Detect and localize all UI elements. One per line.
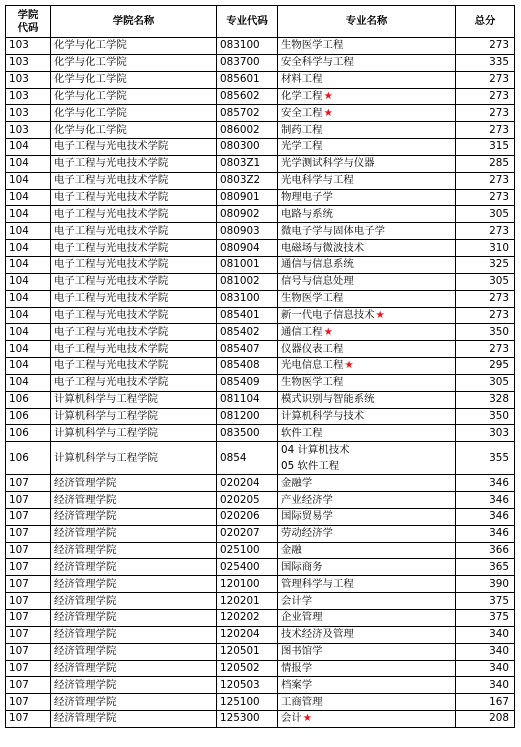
school-name-cell: 电子工程与光电技术学院 (51, 223, 217, 240)
major-code-cell: 120204 (217, 626, 278, 643)
school-name-cell: 化学与化工学院 (51, 54, 217, 71)
table-row (6, 391, 515, 408)
major-name-cell (278, 542, 456, 559)
major-name-line: 金融学 (281, 476, 313, 489)
major-name-line: 国际商务 (281, 560, 323, 573)
school-name-cell: 经济管理学院 (51, 610, 217, 627)
table-row (6, 341, 515, 358)
total-score-cell: 346 (456, 508, 515, 525)
school-name-cell: 电子工程与光电技术学院 (51, 240, 217, 257)
major-code-cell: 080902 (217, 206, 278, 223)
school-code-cell: 107 (6, 643, 51, 660)
total-score-cell: 328 (456, 391, 515, 408)
table-row (6, 694, 515, 711)
school-code-cell: 106 (6, 442, 51, 475)
major-name-cell (278, 256, 456, 273)
table-row (6, 542, 515, 559)
major-code-cell: 125100 (217, 694, 278, 711)
major-name-line: 情报学 (281, 661, 313, 674)
table-row (6, 525, 515, 542)
table-row (6, 223, 515, 240)
header-total: 总分 (456, 6, 515, 38)
major-name-line: 05 软件工程 (281, 460, 340, 473)
school-code-cell: 107 (6, 694, 51, 711)
table-row (6, 677, 515, 694)
total-score-cell: 303 (456, 425, 515, 442)
major-name-cell (278, 206, 456, 223)
major-name-line: 产业经济学 (281, 493, 333, 506)
total-score-cell: 305 (456, 206, 515, 223)
school-name-cell: 化学与化工学院 (51, 38, 217, 55)
table-row (6, 358, 515, 375)
major-name-line: 通信与信息系统 (281, 258, 354, 271)
school-code-cell: 104 (6, 240, 51, 257)
school-code-cell: 107 (6, 508, 51, 525)
major-name-cell (278, 71, 456, 88)
total-score-cell: 285 (456, 155, 515, 172)
table-body (6, 38, 515, 728)
major-name-cell (278, 508, 456, 525)
major-name-cell (278, 155, 456, 172)
header-major-code: 专业代码 (217, 6, 278, 38)
major-name-cell (278, 559, 456, 576)
major-name-cell (278, 139, 456, 156)
school-code-cell: 104 (6, 307, 51, 324)
major-code-cell: 083500 (217, 425, 278, 442)
school-name-cell: 经济管理学院 (51, 626, 217, 643)
header-school-name: 学院名称 (51, 6, 217, 38)
table-row (6, 307, 515, 324)
school-name-cell: 化学与化工学院 (51, 88, 217, 105)
school-name-cell: 经济管理学院 (51, 492, 217, 509)
total-score-cell: 335 (456, 54, 515, 71)
table-row (6, 240, 515, 257)
star-icon: ★ (375, 308, 385, 321)
major-code-cell: 083100 (217, 290, 278, 307)
major-name-cell (278, 610, 456, 627)
school-code-cell: 104 (6, 324, 51, 341)
major-code-cell: 085409 (217, 374, 278, 391)
total-score-cell: 346 (456, 525, 515, 542)
school-name-cell: 化学与化工学院 (51, 122, 217, 139)
school-code-cell: 103 (6, 88, 51, 105)
total-score-cell: 346 (456, 475, 515, 492)
school-code-cell: 104 (6, 155, 51, 172)
major-name-line: 图书馆学 (281, 645, 323, 658)
major-name-cell (278, 711, 456, 728)
major-name-line: 计算机科学与技术 (281, 409, 365, 422)
school-code-cell: 104 (6, 358, 51, 375)
major-code-cell: 080904 (217, 240, 278, 257)
total-score-cell: 375 (456, 610, 515, 627)
major-name-cell (278, 408, 456, 425)
total-score-cell: 340 (456, 626, 515, 643)
major-code-cell: 080903 (217, 223, 278, 240)
total-score-cell: 295 (456, 358, 515, 375)
table-row (6, 189, 515, 206)
total-score-cell: 365 (456, 559, 515, 576)
star-icon: ★ (323, 106, 333, 119)
major-name-cell (278, 105, 456, 122)
table-row (6, 610, 515, 627)
table-row (6, 38, 515, 55)
major-name-cell (278, 677, 456, 694)
table-row (6, 660, 515, 677)
major-code-cell: 085702 (217, 105, 278, 122)
major-code-cell: 125300 (217, 711, 278, 728)
major-name-cell (278, 475, 456, 492)
total-score-cell: 273 (456, 71, 515, 88)
major-name-cell (278, 341, 456, 358)
school-code-cell: 107 (6, 593, 51, 610)
major-name-line: 光学工程 (281, 140, 323, 153)
major-name-cell (278, 593, 456, 610)
table-row (6, 155, 515, 172)
major-code-cell: 085602 (217, 88, 278, 105)
major-name-cell (278, 525, 456, 542)
school-code-cell: 104 (6, 341, 51, 358)
major-name-line: 档案学 (281, 678, 313, 691)
major-code-cell: 025400 (217, 559, 278, 576)
major-code-cell: 081200 (217, 408, 278, 425)
major-code-cell: 120502 (217, 660, 278, 677)
table-row (6, 324, 515, 341)
major-name-cell (278, 189, 456, 206)
school-code-cell: 107 (6, 660, 51, 677)
total-score-cell: 315 (456, 139, 515, 156)
major-code-cell: 085601 (217, 71, 278, 88)
total-score-cell: 273 (456, 122, 515, 139)
school-code-cell: 103 (6, 105, 51, 122)
school-code-cell: 103 (6, 71, 51, 88)
major-name-cell (278, 626, 456, 643)
school-name-cell: 电子工程与光电技术学院 (51, 324, 217, 341)
major-name-cell (278, 38, 456, 55)
school-name-cell: 电子工程与光电技术学院 (51, 256, 217, 273)
table-row (6, 139, 515, 156)
major-name-line: 生物医学工程 (281, 39, 344, 52)
major-code-cell: 0854 (217, 442, 278, 475)
school-name-cell: 经济管理学院 (51, 643, 217, 660)
major-code-cell: 085407 (217, 341, 278, 358)
major-name-cell (278, 290, 456, 307)
table-row (6, 559, 515, 576)
school-code-cell: 107 (6, 610, 51, 627)
major-name-line: 04 计算机技术 (281, 444, 350, 457)
major-name-line: 制药工程 (281, 123, 323, 136)
major-code-cell: 120100 (217, 576, 278, 593)
total-score-cell: 355 (456, 442, 515, 475)
major-name-cell (278, 374, 456, 391)
school-name-cell: 化学与化工学院 (51, 105, 217, 122)
school-code-cell: 106 (6, 425, 51, 442)
school-name-cell: 电子工程与光电技术学院 (51, 307, 217, 324)
major-name-line: 材料工程 (281, 73, 323, 86)
school-name-cell: 计算机科学与工程学院 (51, 408, 217, 425)
major-name-line: 信号与信息处理 (281, 275, 354, 288)
major-code-cell: 0803Z2 (217, 172, 278, 189)
total-score-cell: 273 (456, 223, 515, 240)
total-score-cell: 208 (456, 711, 515, 728)
major-code-cell: 120202 (217, 610, 278, 627)
major-code-cell: 085401 (217, 307, 278, 324)
major-name-line: 仪器仪表工程 (281, 342, 344, 355)
school-code-cell: 107 (6, 711, 51, 728)
major-name-line: 技术经济及管理 (281, 628, 354, 641)
major-name-line: 生物医学工程 (281, 292, 344, 305)
table-row (6, 71, 515, 88)
major-name-line: 模式识别与智能系统 (281, 393, 375, 406)
school-code-cell: 107 (6, 542, 51, 559)
school-code-cell: 107 (6, 525, 51, 542)
school-name-cell: 计算机科学与工程学院 (51, 391, 217, 408)
star-icon: ★ (323, 89, 333, 102)
major-name-line: 管理科学与工程 (281, 577, 354, 590)
table-row (6, 54, 515, 71)
school-code-cell: 104 (6, 139, 51, 156)
table-row (6, 374, 515, 391)
major-name-cell (278, 172, 456, 189)
major-name-line: 新一代电子信息技术 (281, 308, 375, 321)
star-icon: ★ (302, 712, 313, 725)
major-name-line: 安全科学与工程 (281, 56, 354, 69)
star-icon: ★ (323, 325, 333, 338)
table-row (6, 105, 515, 122)
major-code-cell: 025100 (217, 542, 278, 559)
major-name-line: 电路与系统 (281, 207, 333, 220)
major-name-line: 金融 (281, 544, 302, 557)
school-name-cell: 经济管理学院 (51, 711, 217, 728)
total-score-cell: 273 (456, 88, 515, 105)
major-name-line: 物理电子学 (281, 191, 333, 204)
major-code-cell: 0803Z1 (217, 155, 278, 172)
major-name-cell (278, 425, 456, 442)
total-score-cell: 325 (456, 256, 515, 273)
major-code-cell: 085408 (217, 358, 278, 375)
school-name-cell: 经济管理学院 (51, 576, 217, 593)
major-name-line: 生物医学工程 (281, 376, 344, 389)
table-row (6, 643, 515, 660)
major-code-cell: 081104 (217, 391, 278, 408)
school-code-cell: 104 (6, 374, 51, 391)
school-name-cell: 经济管理学院 (51, 593, 217, 610)
table-row (6, 442, 515, 475)
major-name-cell (278, 223, 456, 240)
major-name-cell (278, 694, 456, 711)
total-score-cell: 273 (456, 172, 515, 189)
school-name-cell: 计算机科学与工程学院 (51, 425, 217, 442)
school-code-cell: 104 (6, 273, 51, 290)
school-code-cell: 103 (6, 122, 51, 139)
major-name-cell (278, 576, 456, 593)
major-code-cell: 080300 (217, 139, 278, 156)
school-code-cell: 104 (6, 290, 51, 307)
major-name-line: 劳动经济学 (281, 527, 333, 540)
major-code-cell: 086002 (217, 122, 278, 139)
school-code-cell: 107 (6, 626, 51, 643)
header-school-code: 学院代码 (6, 6, 51, 38)
major-code-cell: 081002 (217, 273, 278, 290)
major-name-cell (278, 660, 456, 677)
total-score-cell: 310 (456, 240, 515, 257)
major-name-cell (278, 240, 456, 257)
total-score-cell: 375 (456, 593, 515, 610)
table-row (6, 122, 515, 139)
school-code-cell: 107 (6, 475, 51, 492)
school-name-cell: 经济管理学院 (51, 525, 217, 542)
major-name-cell (278, 324, 456, 341)
major-code-cell: 020204 (217, 475, 278, 492)
table-row (6, 206, 515, 223)
major-code-cell: 080901 (217, 189, 278, 206)
table-row (6, 626, 515, 643)
school-name-cell: 经济管理学院 (51, 660, 217, 677)
total-score-cell: 390 (456, 576, 515, 593)
header-major-name: 专业名称 (278, 6, 456, 38)
total-score-cell: 305 (456, 273, 515, 290)
school-code-cell: 104 (6, 206, 51, 223)
school-name-cell: 电子工程与光电技术学院 (51, 206, 217, 223)
school-name-cell: 经济管理学院 (51, 559, 217, 576)
total-score-cell: 273 (456, 290, 515, 307)
table-row (6, 88, 515, 105)
major-name-cell (278, 391, 456, 408)
major-name-line: 光电信息工程 (281, 359, 344, 372)
school-name-cell: 计算机科学与工程学院 (51, 442, 217, 475)
school-name-cell: 经济管理学院 (51, 508, 217, 525)
total-score-cell: 273 (456, 38, 515, 55)
total-score-cell: 273 (456, 307, 515, 324)
school-code-cell: 104 (6, 256, 51, 273)
total-score-cell: 346 (456, 492, 515, 509)
header-row (6, 6, 515, 38)
major-code-cell: 020206 (217, 508, 278, 525)
total-score-cell: 273 (456, 341, 515, 358)
major-name-line: 电磁场与微波技术 (281, 241, 365, 254)
table-row (6, 593, 515, 610)
school-name-cell: 经济管理学院 (51, 677, 217, 694)
table-row (6, 408, 515, 425)
school-name-cell: 电子工程与光电技术学院 (51, 290, 217, 307)
major-name-line: 通信工程 (281, 325, 323, 338)
major-code-cell: 083700 (217, 54, 278, 71)
table-row (6, 711, 515, 728)
major-code-cell: 120501 (217, 643, 278, 660)
table-row (6, 290, 515, 307)
school-name-cell: 电子工程与光电技术学院 (51, 358, 217, 375)
total-score-cell: 273 (456, 105, 515, 122)
school-name-cell: 电子工程与光电技术学院 (51, 374, 217, 391)
school-code-cell: 107 (6, 492, 51, 509)
major-name-line: 化学工程 (281, 89, 323, 102)
major-name-line: 企业管理 (281, 611, 323, 624)
school-name-cell: 电子工程与光电技术学院 (51, 273, 217, 290)
major-name-line: 工商管理 (281, 695, 323, 708)
major-code-cell: 083100 (217, 38, 278, 55)
table-row (6, 172, 515, 189)
school-code-cell: 103 (6, 54, 51, 71)
major-name-cell (278, 307, 456, 324)
major-name-cell (278, 273, 456, 290)
school-code-cell: 106 (6, 408, 51, 425)
table-row (6, 425, 515, 442)
total-score-cell: 305 (456, 374, 515, 391)
major-name-cell (278, 442, 456, 475)
total-score-cell: 366 (456, 542, 515, 559)
major-code-cell: 020205 (217, 492, 278, 509)
total-score-cell: 340 (456, 643, 515, 660)
school-code-cell: 107 (6, 559, 51, 576)
major-name-cell (278, 54, 456, 71)
school-name-cell: 电子工程与光电技术学院 (51, 155, 217, 172)
total-score-cell: 350 (456, 324, 515, 341)
school-code-cell: 103 (6, 38, 51, 55)
major-name-cell (278, 492, 456, 509)
major-name-line: 微电子学与固体电子学 (281, 224, 385, 237)
major-name-line: 会计 (281, 712, 302, 725)
school-name-cell: 电子工程与光电技术学院 (51, 341, 217, 358)
school-name-cell: 经济管理学院 (51, 694, 217, 711)
major-name-line: 安全工程 (281, 106, 323, 119)
total-score-cell: 350 (456, 408, 515, 425)
school-code-cell: 104 (6, 189, 51, 206)
major-name-cell (278, 643, 456, 660)
total-score-cell: 340 (456, 660, 515, 677)
table-row (6, 576, 515, 593)
school-name-cell: 经济管理学院 (51, 542, 217, 559)
school-name-cell: 电子工程与光电技术学院 (51, 172, 217, 189)
table-row (6, 256, 515, 273)
school-name-cell: 经济管理学院 (51, 475, 217, 492)
total-score-cell: 340 (456, 677, 515, 694)
major-name-cell (278, 122, 456, 139)
major-code-cell: 120503 (217, 677, 278, 694)
table-row (6, 492, 515, 509)
school-code-cell: 107 (6, 677, 51, 694)
school-code-cell: 106 (6, 391, 51, 408)
major-name-line: 光电科学与工程 (281, 174, 354, 187)
major-name-cell (278, 358, 456, 375)
school-name-cell: 化学与化工学院 (51, 71, 217, 88)
school-code-cell: 107 (6, 576, 51, 593)
table-row (6, 273, 515, 290)
star-icon: ★ (344, 359, 354, 372)
major-name-line: 会计学 (281, 594, 313, 607)
major-code-cell: 085402 (217, 324, 278, 341)
major-code-cell: 020207 (217, 525, 278, 542)
major-code-cell: 081001 (217, 256, 278, 273)
major-code-cell: 120201 (217, 593, 278, 610)
table-row (6, 508, 515, 525)
total-score-cell: 273 (456, 189, 515, 206)
school-name-cell: 电子工程与光电技术学院 (51, 189, 217, 206)
major-name-cell (278, 88, 456, 105)
major-name-line: 软件工程 (281, 426, 323, 439)
total-score-cell: 167 (456, 694, 515, 711)
score-table (5, 5, 515, 728)
major-name-line: 光学测试科学与仪器 (281, 157, 375, 170)
major-name-line: 国际贸易学 (281, 510, 333, 523)
school-code-cell: 104 (6, 172, 51, 189)
school-name-cell: 电子工程与光电技术学院 (51, 139, 217, 156)
school-code-cell: 104 (6, 223, 51, 240)
table-row (6, 475, 515, 492)
